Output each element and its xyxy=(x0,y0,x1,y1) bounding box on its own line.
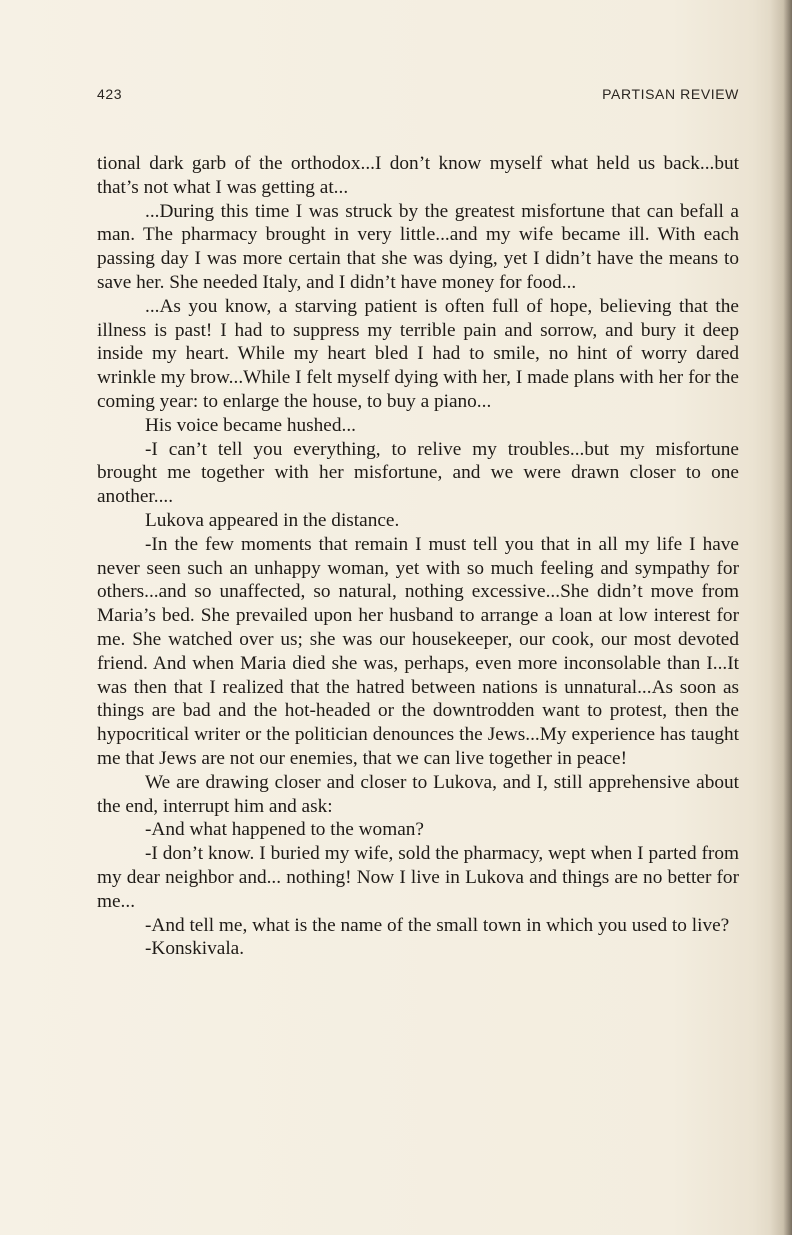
page-number: 423 xyxy=(97,86,123,102)
paragraph: We are drawing closer and closer to Lukova, and I, still apprehensive about the end, interrupt him and ask: xyxy=(97,771,739,817)
paragraph: -And tell me, what is the name of the small town in which you used to live? xyxy=(145,914,730,936)
paragraph: -In the few moments that remain I must tell you that in all my life I have never seen such an unhappy woman, yet with so much feeling and sympathy for others...and so unaffected, so natural, nothing excessive...She didn’t move from Maria’s bed. She prevailed upon her husband to arrange a loan at low interest for me. She watched over us; she was our housekeeper, our cook, our most devoted friend. And when Maria died she was, perhaps, even more inconsolable than I...It was then that I realized that the hatred between nations is unnatural...As soon as things are bad and the hot-headed or the downtrodden want to protest, then the hypocritical writer or the politician denounces the Jews...My experience has taught me that Jews are not our enemies, that we can live together in peace! xyxy=(97,533,739,769)
paragraph: -I don’t know. I buried my wife, sold the pharmacy, wept when I parted from my dear neighbor and... nothing! Now I live in Lukova and things are no better for me... xyxy=(97,843,739,912)
body-text xyxy=(97,152,739,961)
paragraph: -And what happened to the woman? xyxy=(145,819,424,841)
journal-title: PARTISAN REVIEW xyxy=(602,86,739,102)
paragraph: Lukova appeared in the distance. xyxy=(145,509,400,531)
paragraph: ...As you know, a starving patient is often full of hope, believing that the illness is past! I had to suppress my terrible pain and sorrow, and bury it deep inside my heart. While my heart bled I had to smile, no hint of worry dared wrinkle my brow...While I felt myself dying with her, I made plans with her for the coming year: to enlarge the house, to buy a piano... xyxy=(97,295,739,412)
paragraph-continuation: tional dark garb of the orthodox...I don’t know myself what held us back...but that’s not what I was getting at... xyxy=(97,153,739,198)
paragraph: ...During this time I was struck by the greatest misfortune that can befall a man. The pharmacy brought in very little...and my wife became ill. With each passing day I was more certain that she was dying, yet I didn’t have the means to save her. She needed Italy, and I didn’t have money for food... xyxy=(97,200,739,293)
running-head xyxy=(97,86,739,108)
paragraph: -Konskivala. xyxy=(145,938,245,960)
page-spine-shadow xyxy=(770,0,792,1235)
paragraph: His voice became hushed... xyxy=(145,414,356,436)
paragraph: -I can’t tell you everything, to relive my troubles...but my misfortune brought me together with her misfortune, and we were drawn closer to one another.... xyxy=(97,438,739,508)
